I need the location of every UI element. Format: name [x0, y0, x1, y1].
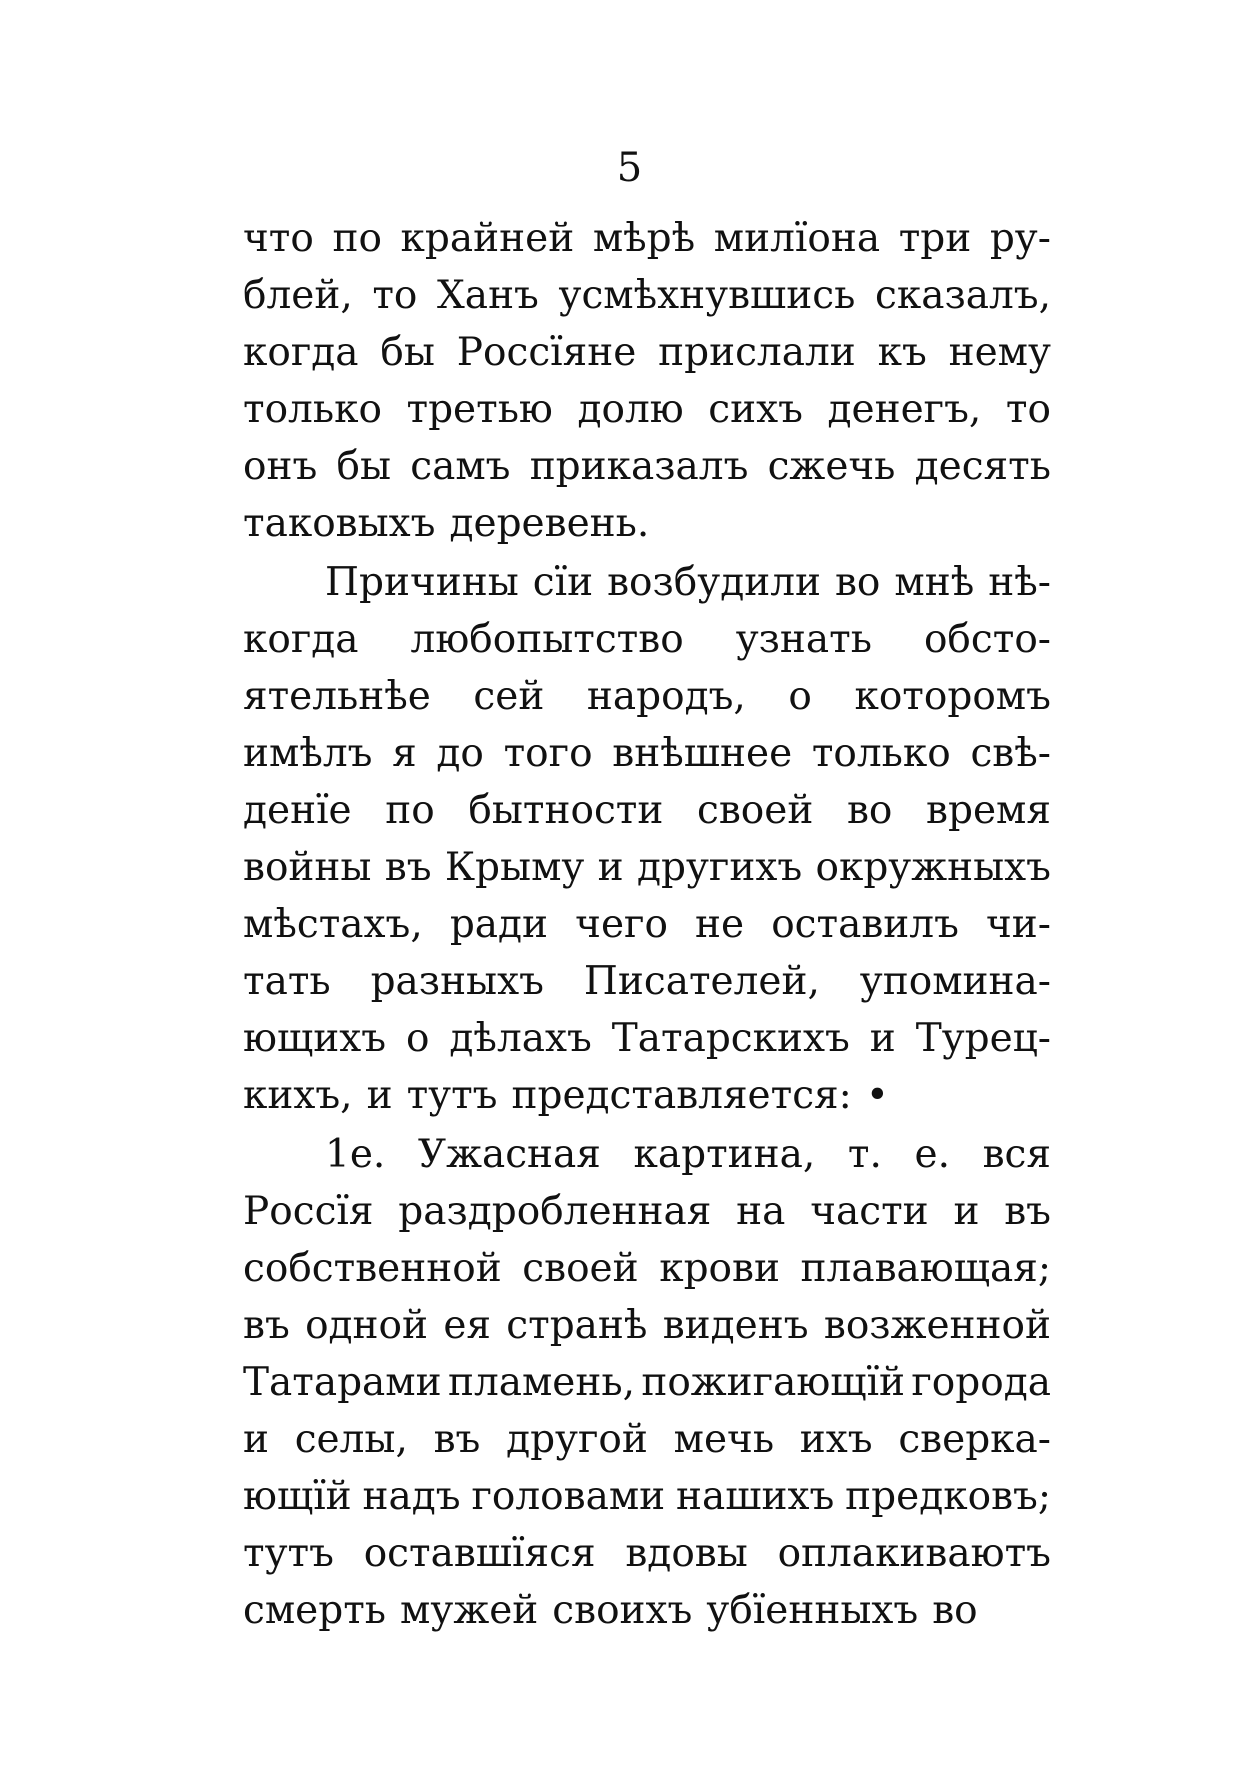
text-line: [243, 1582, 1051, 1639]
word: сей: [473, 674, 545, 719]
word: возбудили: [607, 560, 821, 605]
word: ющїй: [243, 1474, 352, 1519]
word: своей: [522, 1246, 639, 1291]
word: пламень,: [447, 1360, 636, 1405]
word: и: [953, 1189, 980, 1234]
word: •: [865, 1073, 889, 1118]
word: о: [788, 674, 812, 719]
word: внѣшнее: [612, 731, 793, 776]
word: и: [597, 845, 624, 890]
word: другихъ: [636, 845, 803, 890]
word: Писателей,: [583, 959, 820, 1004]
word: Татарами: [243, 1360, 442, 1405]
word: приказалъ: [529, 444, 749, 489]
word: сихъ: [708, 387, 803, 432]
word: только: [243, 387, 382, 432]
word: во: [932, 1588, 978, 1633]
word: пожигающїй: [641, 1360, 906, 1405]
word: представляется:: [511, 1073, 852, 1118]
word: Татарскихъ: [611, 1016, 850, 1061]
word: чего: [575, 902, 668, 947]
word: войны: [243, 845, 372, 890]
word: денїе: [243, 788, 352, 833]
word: оплакиваютъ: [777, 1531, 1051, 1576]
word: Ужасная: [417, 1132, 601, 1177]
word: я: [392, 731, 417, 776]
word: на: [736, 1189, 786, 1234]
word: Причины: [325, 560, 519, 605]
word: имѣлъ: [243, 731, 373, 776]
text-line: [243, 953, 1051, 1010]
word: ру-: [989, 216, 1051, 261]
word: третью: [406, 387, 553, 432]
word: милїона: [713, 216, 881, 261]
word: т.: [847, 1132, 882, 1177]
word: обсто-: [923, 617, 1051, 662]
text-line: [243, 1183, 1051, 1240]
word: нѣ-: [988, 560, 1051, 605]
word: нашихъ: [676, 1474, 835, 1519]
word: Турец-: [915, 1016, 1051, 1061]
word: предковъ;: [845, 1474, 1051, 1519]
word: одной: [305, 1303, 429, 1348]
paragraph: [243, 1126, 1051, 1639]
word: и: [366, 1073, 393, 1118]
word: въ: [243, 1303, 290, 1348]
word: дѣлахъ: [449, 1016, 592, 1061]
word: то: [372, 273, 418, 318]
text-line: [243, 381, 1051, 438]
word: усмѣхнувшись: [558, 273, 856, 318]
text-line: [243, 1411, 1051, 1468]
word: тутъ: [243, 1531, 334, 1576]
word: онъ: [243, 444, 318, 489]
word: сжечь: [767, 444, 896, 489]
word: своихъ: [552, 1588, 693, 1633]
word: Ханъ: [437, 273, 539, 318]
word: оставилъ: [771, 902, 959, 947]
word: во: [834, 560, 881, 605]
word: когда: [243, 330, 359, 375]
word: головами: [471, 1474, 666, 1519]
word: прислали: [658, 330, 856, 375]
text-line: [243, 495, 1051, 552]
word: сказалъ,: [875, 273, 1051, 318]
word: мужей: [400, 1588, 539, 1633]
word: только: [811, 731, 951, 776]
word: мѣстахъ,: [243, 902, 423, 947]
text-line: [243, 839, 1051, 896]
word: собственной: [243, 1246, 502, 1291]
word: того: [503, 731, 593, 776]
word: долю: [577, 387, 684, 432]
word: разныхъ: [370, 959, 544, 1004]
word: самъ: [410, 444, 511, 489]
word: время: [926, 788, 1051, 833]
word: и: [243, 1417, 269, 1462]
word: ихъ: [799, 1417, 873, 1462]
word: ея: [443, 1303, 491, 1348]
word: денегъ,: [827, 387, 982, 432]
word: ятельнѣе: [243, 674, 431, 719]
word: свѣ-: [970, 731, 1051, 776]
word: кихъ,: [243, 1073, 353, 1118]
word: въ: [433, 1417, 481, 1462]
word: виденъ: [662, 1303, 809, 1348]
word: крайней: [400, 216, 575, 261]
word: оставшїяся: [363, 1531, 596, 1576]
word: по: [332, 216, 382, 261]
word: части: [810, 1189, 929, 1234]
text-line: [243, 267, 1051, 324]
word: возженной: [823, 1303, 1051, 1348]
text-line: [243, 1126, 1051, 1183]
text-line: [243, 324, 1051, 381]
word: другой: [506, 1417, 648, 1462]
text-line: [243, 896, 1051, 953]
word: не: [695, 902, 745, 947]
word: странѣ: [506, 1303, 648, 1348]
word: убїенныхъ: [706, 1588, 919, 1633]
word: смерть: [243, 1588, 387, 1633]
word: мнѣ: [894, 560, 975, 605]
word: до: [436, 731, 484, 776]
word: Крыму: [444, 845, 585, 890]
text-line: [243, 1468, 1051, 1525]
word: селы,: [294, 1417, 408, 1462]
word: картина,: [633, 1132, 816, 1177]
text-line: [243, 554, 1051, 611]
word: бы: [380, 330, 435, 375]
text-line: [243, 611, 1051, 668]
word: 1е.: [325, 1132, 386, 1177]
text-line: [243, 1240, 1051, 1297]
word: таковыхъ: [243, 501, 436, 546]
word: узнать: [735, 617, 872, 662]
text-line: [243, 1010, 1051, 1067]
word: своей: [696, 788, 814, 833]
word: вдовы: [625, 1531, 748, 1576]
text-line: [243, 668, 1051, 725]
word: то: [1005, 387, 1051, 432]
word: которомъ: [854, 674, 1051, 719]
word: сїи: [532, 560, 594, 605]
word: тутъ: [406, 1073, 498, 1118]
word: народъ,: [586, 674, 746, 719]
text-line: [243, 1067, 1051, 1124]
word: три: [898, 216, 972, 261]
paragraph: [243, 210, 1051, 552]
word: раздробленная: [398, 1189, 712, 1234]
word: упомина-: [859, 959, 1051, 1004]
word: въ: [1004, 1189, 1051, 1234]
word: деревень.: [449, 501, 650, 546]
word: е.: [914, 1132, 950, 1177]
word: окружныхъ: [815, 845, 1051, 890]
text-line: [243, 1297, 1051, 1354]
word: въ: [384, 845, 432, 890]
word: по: [385, 788, 435, 833]
word: крови: [659, 1246, 780, 1291]
word: что: [243, 216, 314, 261]
word: Россїяне: [456, 330, 637, 375]
word: мечь: [673, 1417, 775, 1462]
word: бы: [336, 444, 392, 489]
word: города: [911, 1360, 1051, 1405]
text-line: [243, 782, 1051, 839]
word: ради: [449, 902, 549, 947]
word: тать: [243, 959, 331, 1004]
word: любопытство: [410, 617, 684, 662]
text-line: [243, 438, 1051, 495]
word: чи-: [985, 902, 1051, 947]
word: вся: [982, 1132, 1051, 1177]
word: бытности: [468, 788, 664, 833]
word: ющихъ: [243, 1016, 387, 1061]
word: мѣрѣ: [592, 216, 696, 261]
page-number: 5: [616, 145, 643, 191]
word: сверка-: [898, 1417, 1051, 1462]
word: плавающая;: [800, 1246, 1051, 1291]
word: надъ: [362, 1474, 461, 1519]
text-line: [243, 1354, 1051, 1411]
word: десять: [914, 444, 1051, 489]
text-line: [243, 210, 1051, 267]
word: къ: [877, 330, 927, 375]
word: о: [405, 1016, 430, 1061]
word: когда: [243, 617, 359, 662]
body-text: [243, 210, 1051, 1639]
word: во: [846, 788, 893, 833]
paragraph: [243, 554, 1051, 1124]
word: блей,: [243, 273, 353, 318]
word: нему: [948, 330, 1051, 375]
word: и: [869, 1016, 896, 1061]
text-line: [243, 725, 1051, 782]
text-line: [243, 1525, 1051, 1582]
word: Россїя: [243, 1189, 374, 1234]
